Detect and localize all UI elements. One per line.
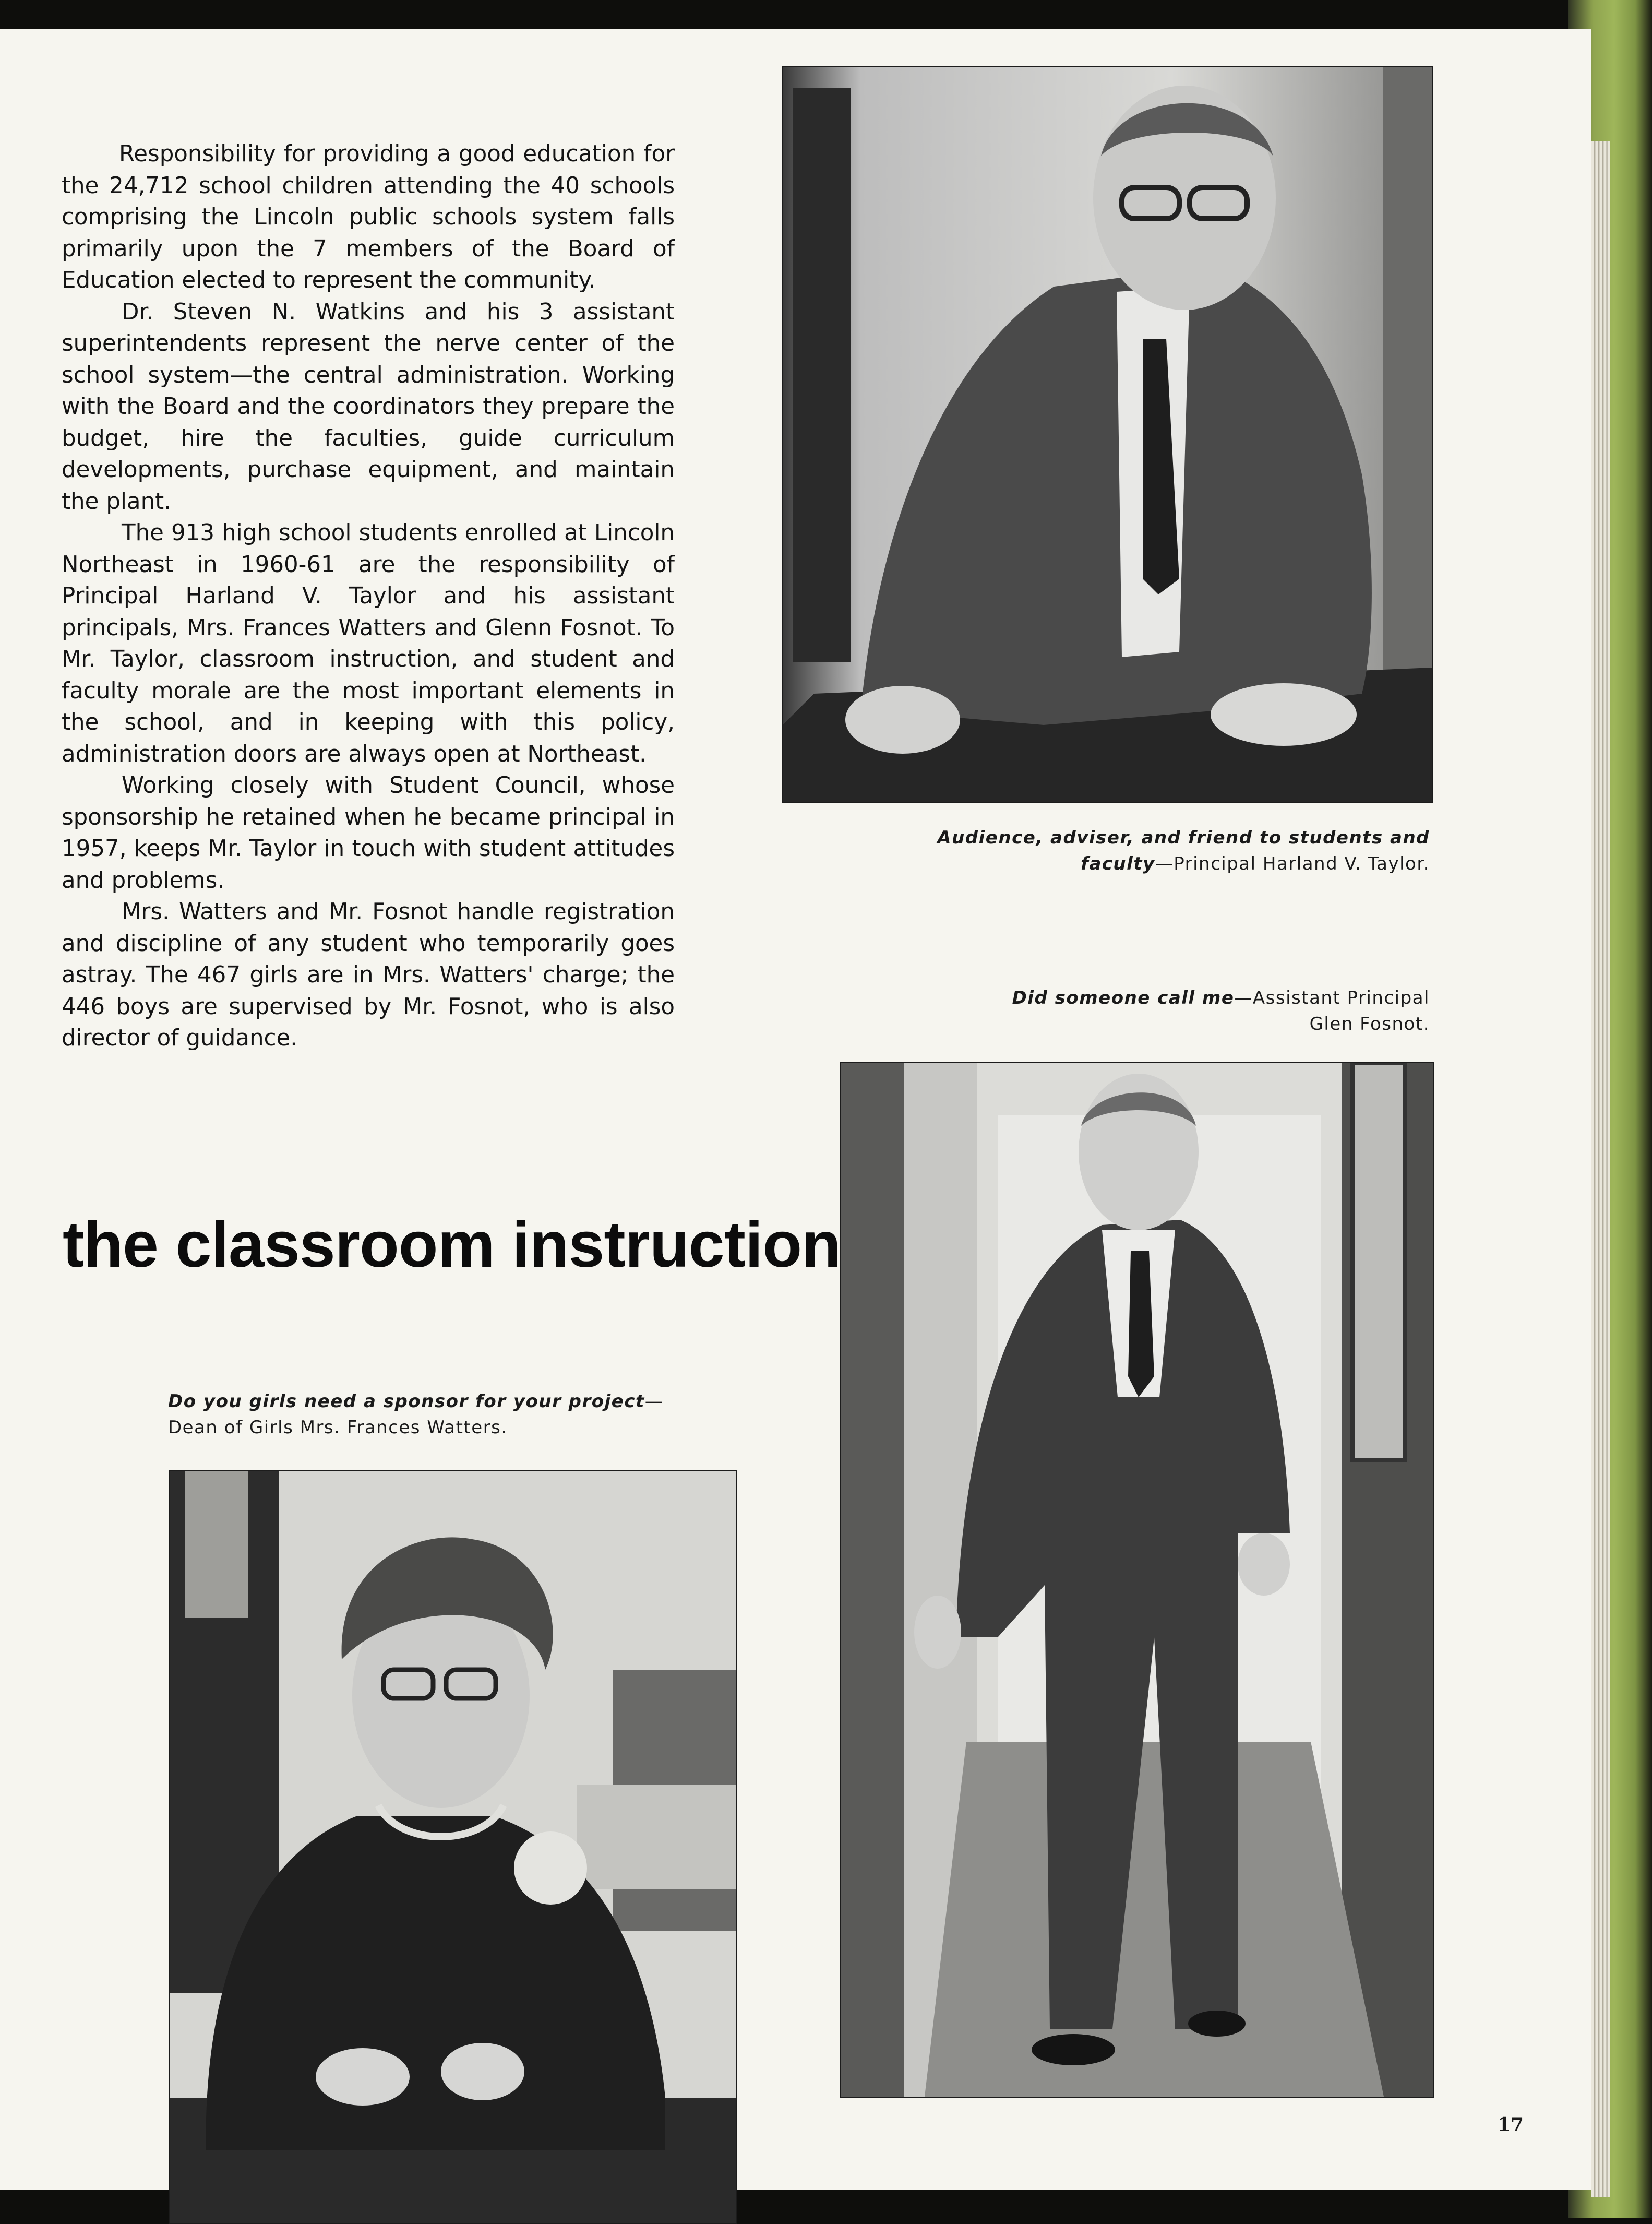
caption-assistant-principal-fosnot xyxy=(1002,985,1430,1037)
article-paragraph: Working closely with Student Council, whose sponsorship he retained when he became principal in 1957, keeps Mr. Taylor in touch with student attitudes and problems. xyxy=(62,772,675,894)
article-paragraph: The 913 high school students enrolled at Lincoln Northeast in 1960-61 are the responsibility of Principal Harland V. Taylor and his assistant principals, Mrs. Frances Watters and Glenn Fosnot. To Mr. Taylor, classroom instruction, and student and faculty morale are the most important elements in the school, and in keeping with this policy, administration doors are always open at Northeast. xyxy=(62,520,675,767)
article-body xyxy=(62,138,675,1054)
article-paragraph: Mrs. Watters and Mr. Fosnot handle registration and discipline of any student who temporarily goes astray. The 467 girls are in Mrs. Watters' charge; the 446 boys are supervised by Mr. Fosnot, who is also director of guidance. xyxy=(62,899,675,1051)
page-edges xyxy=(1591,141,1610,2197)
caption-lead: Do you girls need a sponsor for your project xyxy=(168,1391,645,1412)
caption-credit: —Principal Harland V. Taylor. xyxy=(1155,853,1430,874)
article-paragraph: Dr. Steven N. Watkins and his 3 assistant superintendents represent the nerve center of the school system—the central administration. Working with the Board and the coordinators they prepare the budget, hire the faculties, guide curriculum developments, purchase equipment, and maintain the plant. xyxy=(62,299,675,515)
photo-principal-taylor xyxy=(782,66,1433,803)
portrait-photo-icon xyxy=(783,67,1432,802)
caption-dean-watters xyxy=(168,1388,669,1441)
caption-lead: Audience, adviser, and friend to students and faculty xyxy=(937,827,1430,874)
portrait-photo-icon xyxy=(841,1063,1433,2097)
portrait-photo-icon xyxy=(170,1471,736,2223)
caption-credit: —Dean of Girls Mrs. Frances Watters. xyxy=(168,1391,664,1438)
article-paragraph: Responsibility for providing a good education for the 24,712 school children attending the 40 schools comprising the Lincoln public schools system falls primarily upon the 7 members of the Board of Education elected to represent the community. xyxy=(62,141,675,293)
page-number: 17 xyxy=(1498,2114,1524,2136)
caption-principal-taylor xyxy=(908,825,1430,877)
page-headline: the classroom instruction xyxy=(63,1209,841,1281)
caption-credit: —Assistant Principal Glen Fosnot. xyxy=(1234,988,1430,1034)
caption-lead: Did someone call me xyxy=(1012,988,1235,1008)
yearbook-page xyxy=(0,29,1591,2190)
photo-dean-watters xyxy=(169,1470,737,2224)
photo-assistant-principal-fosnot xyxy=(840,1062,1434,2098)
